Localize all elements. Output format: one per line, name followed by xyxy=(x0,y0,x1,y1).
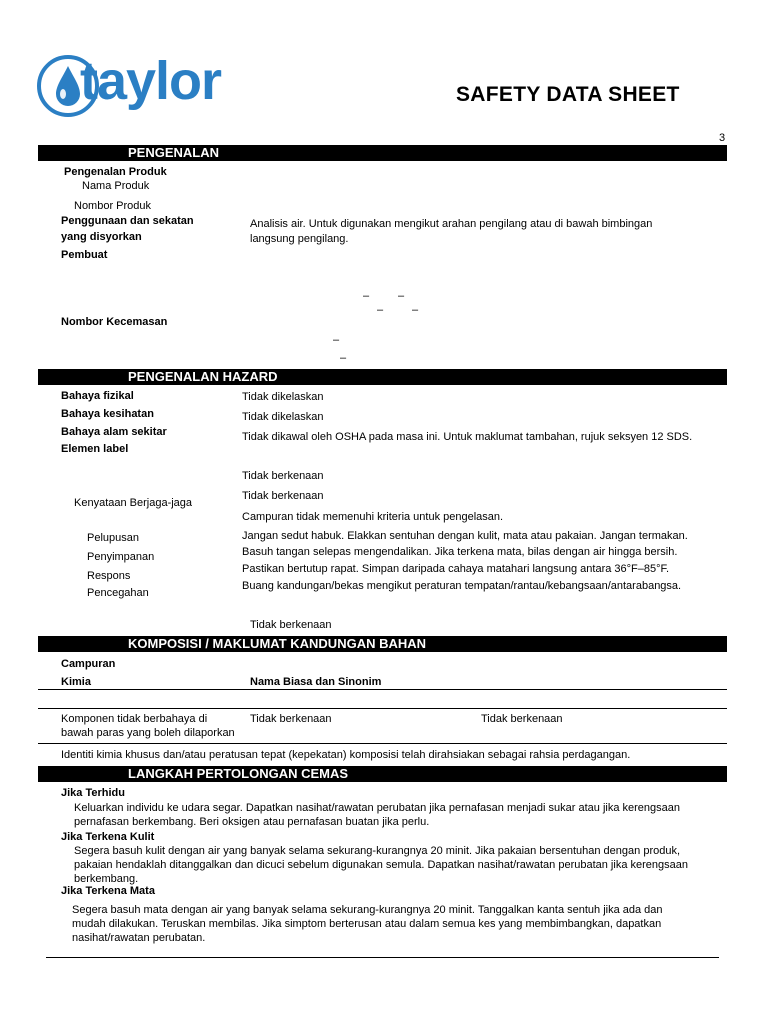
not-applicable-2: Tidak berkenaan xyxy=(242,490,324,502)
inhaled-text-2: pernafasan berkembang. Beri oksigen atau pernafasan buatan jika perlu. xyxy=(74,816,430,828)
recommended-use-label-2: yang disyorkan xyxy=(61,231,142,243)
inhaled-label: Jika Terhidu xyxy=(61,787,125,799)
column-header-chemical: Kimia xyxy=(61,676,91,688)
dash-mark: – xyxy=(412,304,419,316)
not-applicable-1: Tidak berkenaan xyxy=(242,470,324,482)
dash-mark: – xyxy=(333,334,340,346)
env-hazard-value: Tidak dikawal oleh OSHA pada masa ini. Untuk maklumat tambahan, rujuk seksyen 12 SDS. xyxy=(242,431,693,443)
product-id-label: Pengenalan Produk xyxy=(64,166,167,178)
emergency-number-label: Nombor Kecemasan xyxy=(61,316,168,328)
logo-wordmark: taylor xyxy=(80,51,222,111)
column-header-common-name: Nama Biasa dan Sinonim xyxy=(250,676,382,688)
recommended-use-label: Penggunaan dan sekatan xyxy=(61,215,194,227)
footer-rule xyxy=(46,957,719,958)
table-row-rule xyxy=(38,708,727,709)
skin-label: Jika Terkena Kulit xyxy=(61,831,155,843)
nonhazard-component-label-2: bawah paras yang boleh dilaporkan xyxy=(61,727,235,739)
manufacturer-label: Pembuat xyxy=(61,249,108,261)
nonhazard-common-name: Tidak berkenaan xyxy=(250,713,332,725)
prevention-value: Buang kandungan/bekas mengikut peraturan tempatan/rantau/kebangsaan/antarabangsa. xyxy=(242,580,682,592)
physical-hazard-label: Bahaya fizikal xyxy=(61,390,134,402)
skin-text-3: berkembang. xyxy=(74,873,139,885)
section-header-first-aid: LANGKAH PERTOLONGAN CEMAS xyxy=(38,766,727,782)
health-hazard-value: Tidak dikelaskan xyxy=(242,411,324,423)
page-title: SAFETY DATA SHEET xyxy=(456,83,680,106)
product-name-label: Nama Produk xyxy=(82,180,150,192)
nonhazard-component-label: Komponen tidak berbahaya di xyxy=(61,713,208,725)
eye-text-2: mudah dilakukan. Teruskan membilas. Jika simptom berterusan atau dalam semua kes yang membimbangkan, dapatkan xyxy=(72,918,662,930)
skin-text-2: pakaian hendaklah ditanggalkan dan dicuci sebelum digunakan semula. Dapatkan nasihat/rawatan perubatan jika kerengsaan xyxy=(74,859,688,871)
page-number: 3 xyxy=(719,132,726,144)
dash-mark: – xyxy=(340,352,347,364)
disposal-value: Jangan sedut habuk. Elakkan sentuhan dengan kulit, mata atau pakaian. Jangan termakan. xyxy=(242,530,688,542)
mixture-note: Campuran tidak memenuhi kriteria untuk pengelasan. xyxy=(242,511,504,523)
dash-mark: – xyxy=(398,290,405,302)
disposal-label: Pelupusan xyxy=(87,532,139,544)
response-label: Respons xyxy=(87,570,131,582)
nonhazard-other: Tidak berkenaan xyxy=(481,713,563,725)
recommended-use-value: Analisis air. Untuk digunakan mengikut arahan pengilang atau di bawah bimbingan xyxy=(250,218,653,230)
inhaled-text-1: Keluarkan individu ke udara segar. Dapatkan nasihat/rawatan perubatan jika pernafasan menjadi sukar atau jika kerengsaan xyxy=(74,802,680,814)
section-header-composition: KOMPOSISI / MAKLUMAT KANDUNGAN BAHAN xyxy=(38,636,727,652)
label-elements-label: Elemen label xyxy=(61,443,129,455)
storage-label: Penyimpanan xyxy=(87,551,155,563)
table-bottom-rule xyxy=(38,743,727,744)
prevention-label: Pencegahan xyxy=(87,587,149,599)
mixture-label: Campuran xyxy=(61,658,116,670)
section-header-hazard: PENGENALAN HAZARD xyxy=(38,369,727,385)
skin-text-1: Segera basuh kulit dengan air yang banyak selama sekurang-kurangnya 20 minit. Jika pakaian bersentuhan dengan produk, xyxy=(74,845,681,857)
trade-secret-note: Identiti kimia khusus dan/atau peratusan tepat (kepekatan) komposisi telah dirahsiakan sebagai rahsia perdagangan. xyxy=(61,749,631,761)
precaution-label: Kenyataan Berjaga-jaga xyxy=(74,497,193,509)
physical-hazard-value: Tidak dikelaskan xyxy=(242,391,324,403)
response-value: Pastikan bertutup rapat. Simpan daripada cahaya matahari langsung antara 36°F–85°F. xyxy=(242,563,670,575)
not-applicable-3: Tidak berkenaan xyxy=(250,619,332,631)
dash-mark: – xyxy=(377,304,384,316)
product-number-label: Nombor Produk xyxy=(74,200,152,212)
recommended-use-value-2: langsung pengilang. xyxy=(250,233,349,245)
section-header-identification: PENGENALAN xyxy=(38,145,727,161)
taylor-logo xyxy=(36,51,246,118)
storage-value: Basuh tangan selepas mengendalikan. Jika terkena mata, bilas dengan air hingga bersih. xyxy=(242,546,678,558)
dash-mark: – xyxy=(363,290,370,302)
health-hazard-label: Bahaya kesihatan xyxy=(61,408,154,420)
env-hazard-label: Bahaya alam sekitar xyxy=(61,426,167,438)
eye-text-3: nasihat/rawatan perubatan. xyxy=(72,932,206,944)
eye-text-1: Segera basuh mata dengan air yang banyak selama sekurang-kurangnya 20 minit. Tanggalkan kanta sentuh jika ada dan xyxy=(72,904,663,916)
eye-label: Jika Terkena Mata xyxy=(61,885,155,897)
table-header-rule xyxy=(38,689,727,690)
